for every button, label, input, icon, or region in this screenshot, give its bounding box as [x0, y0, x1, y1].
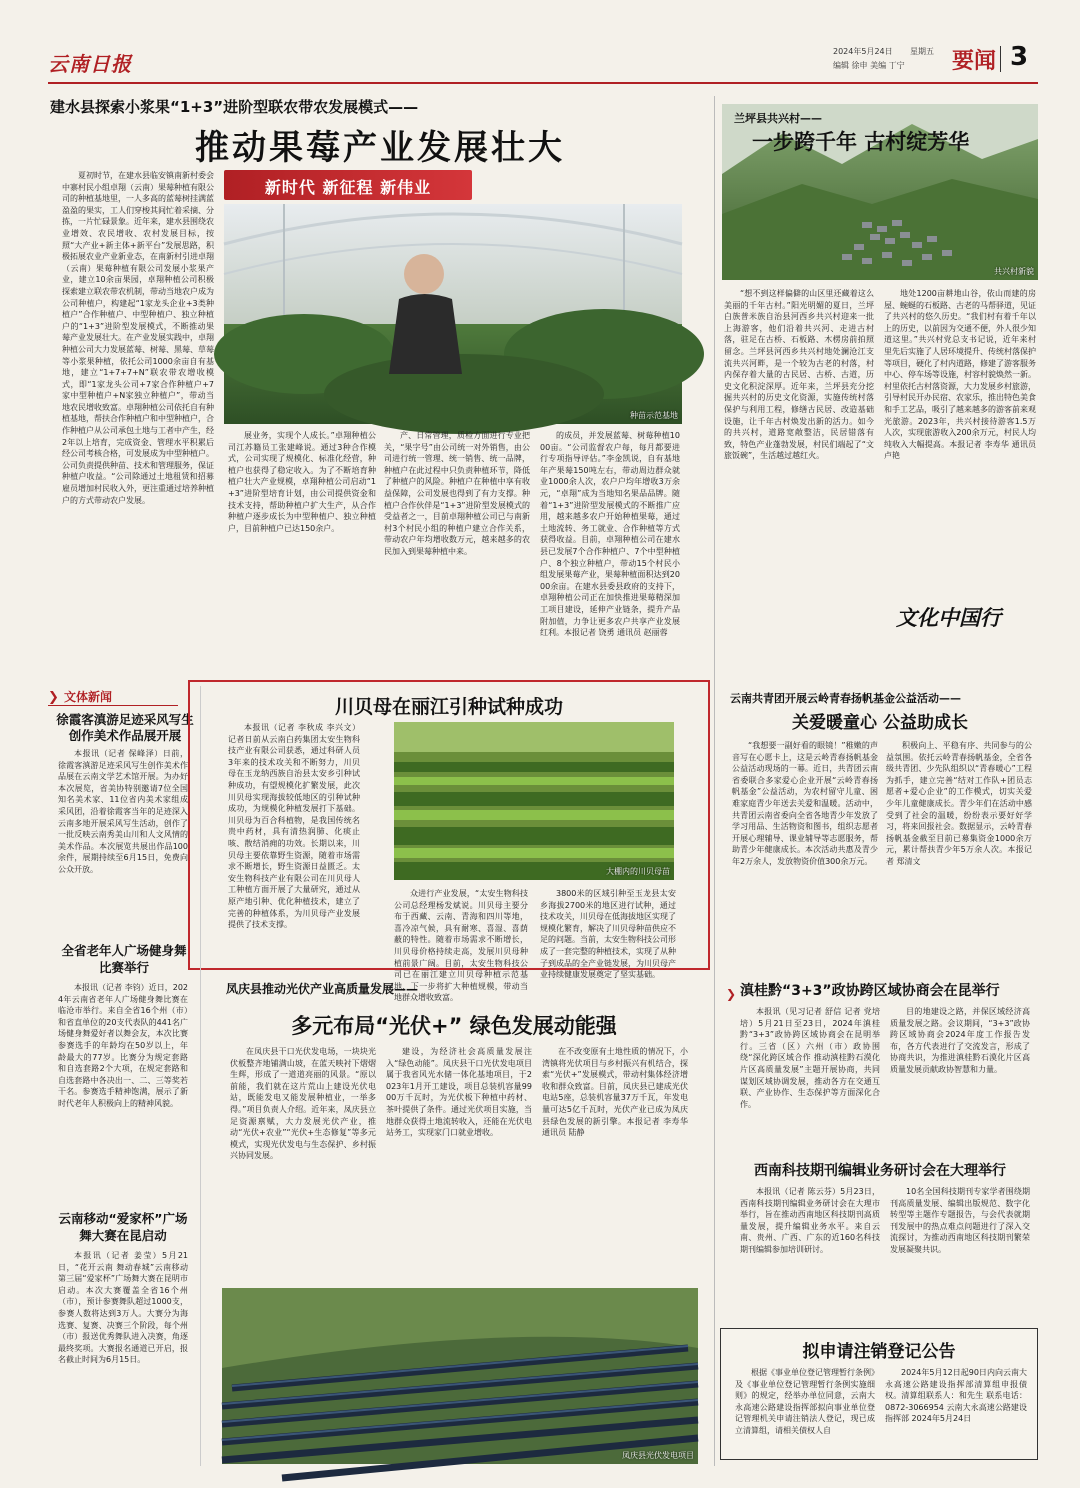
lead-text-col-4-inner — [540, 430, 680, 638]
beimu-col1-text: 本报讯（记者 李秋成 李兴文）记者日前从云南白药集团太安生物科技产业有限公司获悉，通过科研人员3年来的技术攻关和不断努力，川贝母在玉龙纳西族自治县太安乡引种试种成功，有望规模化扩繁发展，此次川贝母实现海拔较低地区的引种试种成功，为规模化种植发展打下基础。川贝母为百合科植物，是我国传统名贵中药材，具有清热润肺、化痰止咳、散结消痈的功效。长期以来，川贝母主要依靠野生资源，随着市场需求不断增长，野生资源日益匮乏。太安生物科技产业有限公司在川贝母人工种植方面开展了大量研究，通过从原产地引种、优化种植技术，建立了完善的种植体系，为川贝母产业发展提供了技术支撑。 — [228, 723, 360, 930]
notice-text-col-1 — [735, 1367, 875, 1457]
pv-col1-text: 在凤庆县干口光伏发电场，一块块光伏板整齐地铺满山坡，在蓝天映衬下熠熠生辉，形成了一道道亮丽的风景。“原以前能，我们就在这片荒山上建设光伏电站，既能发电又能发展种植业，一举多得。”项目负责人介绍。近年来，凤庆县立足资源禀赋，大力发展光伏产业，推动“光伏+农业”“光伏+生态修复”等多元模式，实现光伏发电与生态保护、乡村振兴协同发展。 — [230, 1047, 376, 1161]
seedling-illustration — [394, 722, 674, 880]
notice-col2-text: 2024年5月12日起90日内向云南大永高速公路建设指挥部清算组申报债权。清算组联系人：和先生 联系电话：0872-3066954 云南大永高速公路建设指挥部 2024年5月24日 — [885, 1368, 1027, 1424]
consult-col1-text: 本报讯（见习记者 舒信 记者 党培培）5月21日至23日，2024年滇桂黔“3+3”政协跨区域协商会在昆明举行。三省（区）六州（市）政协围绕“深化跨区域合作 推动滇桂黔石漠化片区高质量发展”主题开展协商，共同谋划区域协调发展，推动各方在交通互联、产业协作、生态保护等方面深化合作。 — [740, 1007, 880, 1109]
journal-text-col-1 — [740, 1186, 880, 1306]
page-number: 3 — [1010, 42, 1029, 72]
seedling-photo — [394, 722, 674, 880]
chevron-right-icon: ❯ — [48, 690, 59, 705]
beimu-text-col-3 — [540, 888, 676, 980]
lead-banner — [224, 170, 472, 200]
culture-story1 — [58, 748, 188, 930]
masthead-divider — [1000, 46, 1001, 72]
greenhouse-photo-caption: 种苗示范基地 — [630, 411, 678, 420]
lead-col1-text: 夏初时节，在建水县临安镇南新村委会中寨村民小组卓翔（云南）果莓种植有限公司的种植基地里，一人多高的蓝莓树挂满蓝盈盈的果实，工人们穿梭其间忙着采摘、分拣，一片忙碌景象。近年来，建水县围绕农业增效、农民增收、农村发展目标，按照“大产业+新主体+新平台”发展思路，积极拓展农业产业新业态，在南新村引进卓翔（云南）果莓种植有限公司发展小浆果产业，建立10余亩果园，卓翔种植公司积极探索建立联农带农机制，带动当地农户成为公司种植户，构建起“1家龙头企业+3类种植户”合作种植户、中型种植户、独立种植户的“1+3”进阶型发展模式，不断推动果莓产业发展壮大。在产业发展实践中，卓翔种植公司大力发展蓝莓、树莓、黑莓、草莓等小浆果种植，依托公司1000余亩自有基地，建立“1+7+7+N”联农带农增收模式，即“1家龙头公司+7家合作种植户+7家中型种植户+N家独立种植户”，带动当地农民增收致富。卓翔种植公司依托自有种植基地，帮扶合作种植户和中型种植户，合作种植户从公司承包土地与工者中产生，经2年以上培育，完成资金、管理水平积累后经公司考核合格，可发展成为中型种植户。公司负责提供种苗、技术和管理服务，保证种植户收益。“公司除通过土地租赁和招募雇员增加村民收入外，更注重通过培养种植户的方式带动农户发展。 — [62, 171, 214, 505]
culture-story3-text: 本报讯（记者 姜莹）5月21日，“花开云南 舞动春城”云南移动第三届“爱家杯”广场舞大赛在昆明市启动。本次大赛覆盖全省16个州（市），预计参赛舞队超过1000支，参赛人数将达到3万人。大赛分为海选赛、复赛、决赛三个阶段，每个州（市）报送优秀舞队进入决赛，角逐最终奖项。大赛报名通道已开启，报名截止时间为6月15日。 — [58, 1251, 188, 1365]
beimu-col3-text: 3800米的区域引种至玉龙县太安乡海拔2700米的地区进行试种，通过技术攻关，川贝母在低海拔地区实现了规模化繁育，解决了川贝母种苗供应不足的问题。当前，太安生物科技公司形成了一套完整的种植技术，实现了从种子到成品的全产业链发展，为川贝母产业持续健康发展奠定了坚实基础。 — [540, 889, 676, 980]
culture-story3 — [58, 1250, 188, 1450]
issue-date: 2024年5月24日 — [833, 47, 893, 56]
solar-photo-caption: 凤庆县光伏发电项目 — [622, 1451, 694, 1460]
beimu-headline: 川贝母在丽江引种试种成功 — [334, 696, 563, 718]
culture-section-title: 文体新闻 — [64, 690, 113, 704]
notice-headline: 拟申请注销登记公告 — [802, 1342, 956, 1362]
beimu-col2-text: 众进行产业发展，“太安生物科技公司总经理杨发斌说。川贝母主要分布于西藏、云南、青海和四川等地，喜冷凉气候，具有耐寒、喜湿、喜荫蔽的特性。随着市场需求不断增长，川贝母价格持续走高，发展川贝母种植前景广阔。目前，太安生物科技公司已在丽江建立川贝母种植示范基地，下一步将扩大种植规模，带动当地群众增收致富。 — [394, 889, 528, 1003]
culture-tour-logo: 文化中国行 — [896, 605, 1001, 630]
pv-kicker: 凤庆县推动光伏产业高质量发展—— — [226, 982, 419, 996]
pv-text-col-2 — [386, 1046, 532, 1278]
page-editors: 编辑 徐申 美编 丁宁 — [833, 61, 905, 70]
section-title: 要闻 — [952, 49, 997, 74]
lead-banner-text: 新时代 新征程 新伟业 — [264, 178, 432, 197]
village-col1-text: “想不到这样偏僻的山区里还藏着这么美丽的千年古村。”阳光明媚的夏日，兰坪白族普米族自治县河西乡共兴村迎来一批上海游客，他们沿着共兴河、走进古村落，驻足在古桥、石板路、木楞房前拍照留念。兰坪县河西乡共兴村地处澜沧江支流共兴河畔，是一个较为古老的村落，村内保存着大量的古民居、古桥、古道，历史文化积淀深厚。近年来，兰坪县充分挖掘共兴村的历史文化资源，实施传统村落保护与利用工程，修缮古民居、改造基础设施，让千年古村焕发出新的活力。如今的共兴村，道路宽敞整洁，民居错落有致，特色产业蓬勃发展，村民们端起了“文旅饭碗”，生活越过越红火。 — [724, 289, 874, 461]
village-col2-text: 地处1200亩耕地山谷，依山而建的房屋、蜿蜒的石板路、古老的马帮驿道，见证了共兴村的悠久历史。“我们村有着千年以上的历史，以前因为交通不便，外人很少知道这里。”共兴村党总支书记说，近年来村里先后实施了人居环境提升、传统村落保护等项目，硬化了村内道路，修建了游客服务中心、停车场等设施，村容村貌焕然一新。村里依托古村落资源，大力发展乡村旅游，引导村民开办民宿、农家乐，推出特色美食和手工艺品，吸引了越来越多的游客前来观光旅游。2023年，共兴村接待游客1.5万人次，实现旅游收入200余万元，村民人均纯收入大幅提高。本报记者 李寿华 通讯员 卢艳 — [884, 289, 1036, 461]
village-photo-caption: 共兴村新貌 — [994, 267, 1034, 276]
journal-headline: 西南科技期刊编辑业务研讨会在大理举行 — [754, 1163, 1006, 1179]
pv-col2-text: 建设，为经济社会高质量发展注入“绿色动能”。凤庆县干口光伏发电项目属于我省风光水储一体化基地项目，于2023年1月开工建设，项目总装机容量9900万千瓦时，为光伏板下种植中药材、茶叶提供了条件。通过光伏项目实施，当地群众获得土地流转收入，还能在光伏电站务工，实现家门口就业增收。 — [386, 1047, 532, 1138]
village-kicker: 兰坪县共兴村—— — [734, 112, 822, 125]
notice-text-col-2 — [885, 1367, 1027, 1457]
youth-col2-text: 积极向上、平稳有序、共同参与的公益氛围。依托云岭青春扬帆基金，全省各级共青团、少先队组织以“青春暖心”工程为抓手，建立完善“结对工作队+团员志愿者+爱心企业”的工作模式，切实关爱少年儿童健康成长。青少年们在活动中感受到了社会的温暖，纷纷表示要好好学习，将来回报社会。数据显示，云岭青春扬帆基金截至目前已募集资金1000余万元，累计帮扶青少年5万余人次。本报记者 郑清文 — [886, 741, 1032, 866]
lead-col3-text: 产、日常管理，质检方面进行专业把关，“果字号”由公司统一对外销售，由公司进行统一管理、统一销售、统一品牌，种植户在此过程中只负责种植环节，降低了种植户的风险。种植户在种植中享有收益保障，公司发展也得到了有力支撑。种植户合作伙伴是“1+3”进阶型发展模式的受益者之一，目前卓翔种植公司已与南新村3个村民小组的种植户建立合作关系，带动农户年均增收数万元，越来越多的农民加入到果莓种植中来。 — [384, 431, 530, 556]
pv-headline: 多元布局“光伏+” 绿色发展动能强 — [291, 1014, 617, 1038]
beimu-text-col-2 — [394, 888, 528, 1003]
lead-col4-text: 的成员，并发展蓝莓、树莓种植1000亩。“公司监督农户每，每月都要进行专项指导评估。”李金凯说，自有基地年产果莓150吨左右，带动周边群众就业1000余人次，农户户均年增收3万余元，“卓翔”成为当地知名果品品牌。随着“1+3”进阶型发展模式的不断推广应用，越来越多农户开始种植果莓，通过土地流转、务工就业、合作种植等方式获得收益。目前，卓翔种植公司在建水县已发展7个合作种植户、7个中型种植户、8个独立种植户，带动15个村民小组发展果莓产业，果莓种植面积达到2000余亩。在建水县委县政府的支持下，卓翔种植公司正在加快推进果莓精深加工项目建设，延伸产业链条，提升产品附加值，力争让更多农户共享产业发展红利。本报记者 饶勇 通讯员 赵丽蓉 — [540, 431, 680, 638]
lead-col2-text: 展业务，实现个人成长。”卓翔种植公司江苏籍员工张建峰说。通过3种合作模式，公司实现了规模化、标准化经营，种植户也获得了稳定收入。为了不断培育种植户壮大产业规模，卓翔种植公司启动“1+3”进阶型培育计划，由公司提供资金和技术支持，帮助种植户扩大生产，从合作种植户逐步成长为中型种植户、独立种植户，目前种植户已达150余户。 — [228, 431, 376, 533]
culture-section-rule — [48, 705, 178, 706]
culture-section-label — [48, 686, 198, 704]
culture-story1-headline: 徐霞客滇游足迹采风写生创作美术作品展开展 — [56, 712, 194, 743]
village-text-col-2 — [884, 288, 1036, 588]
youth-text-col-2 — [886, 740, 1032, 962]
journal-col1-text: 本报讯（记者 陈云芬）5月23日，西南科技期刊编辑业务研讨会在大理市举行，旨在推动西南地区科技期刊高质量发展，提升编辑业务水平。来自云南、贵州、广西、广东的近160名科技期刊编辑参加培训研讨。 — [740, 1187, 880, 1254]
village-photo — [722, 104, 1038, 280]
culture-story2 — [58, 982, 188, 1200]
youth-col1-text: “我想要一副好看的眼镜！”稚嫩的声音写在心愿卡上，这是云岭青春扬帆基金公益活动现场的一幕。近日，共青团云南省委联合多家爱心企业开展“云岭青春扬帆基金”公益活动，为农村留守儿童、困难家庭青少年送去关爱和温暖。活动中，共青团云南省委向全省各地青少年发放了学习用品、生活物资和图书，组织志愿者开展心理辅导、课业辅导等志愿服务，帮助青少年健康成长。本次活动共惠及青少年2万余人，发放物资价值300余万元。 — [732, 741, 878, 866]
culture-story2-headline: 全省老年人广场健身舞比赛举行 — [61, 943, 187, 975]
village-headline: 一步跨千年 古村绽芳华 — [752, 130, 970, 154]
youth-text-col-1 — [732, 740, 878, 962]
consult-headline-marker — [726, 983, 736, 1002]
masthead — [48, 38, 1038, 84]
lead-text-col-1 — [62, 170, 214, 590]
lead-kicker: 建水县探索小浆果“1+3”进阶型联农带农发展模式—— — [50, 98, 419, 116]
issue-weekday: 星期五 — [910, 47, 934, 56]
lead-text-col-2 — [228, 430, 376, 590]
notice-col1-text: 根据《事业单位登记管理暂行条例》及《事业单位登记管理暂行条例实施细则》的规定，经举办单位同意，云南大永高速公路建设指挥部拟向事业单位登记管理机关申请注销法人登记，现已成立清算组，请相关债权人自 — [735, 1368, 875, 1435]
consult-col2-text: 目的地建设之路，并保区域经济高质量发展之路。会议期间，“3+3”政协跨区域协商会2024年度工作报告发布，各方代表进行了交流发言，形成了协商共识，为推进滇桂黔石漠化片区高质量发展贡献政协智慧和力量。 — [890, 1007, 1030, 1074]
culture-story1-text: 本报讯（记者 保峰泽）日前，徐霞客滇游足迹采风写生创作美术作品展在云南文学艺术馆开展。为办好本次展览，省美协特别邀请7位全国知名美术家、11位省内美术家组成采风团，沿着徐霞客当年的足迹深入云南多地开展采风写生活动，创作了一批反映云南秀美山川和人文风情的美术作品。本次展览共展出作品100余件，展期持续至6月15日，免费向公众开放。 — [58, 749, 188, 874]
seedling-photo-caption: 大棚内的川贝母苗 — [606, 867, 670, 876]
consult-headline: 滇桂黔“3+3”政协跨区域协商会在昆举行 — [740, 983, 1000, 999]
village-text-col-1 — [724, 288, 874, 668]
lead-text-col-3 — [384, 430, 530, 590]
paper-logo: 云南日报 — [48, 52, 132, 76]
consult-text-col-1 — [740, 1006, 880, 1152]
notice-box — [720, 1328, 1038, 1460]
chevron-right-icon: ❯ — [726, 987, 737, 1001]
column-separator — [714, 96, 715, 1466]
solar-panel-photo — [222, 1288, 698, 1464]
column-separator — [200, 686, 201, 1466]
lead-headline: 推动果莓产业发展壮大 — [195, 128, 565, 168]
beimu-text-col-1 — [228, 722, 360, 962]
journal-col2-text: 10名全国科技期刊专家学者围绕期刊高质量发展、编辑出版规范、数字化转型等主题作专题报告，与会代表就期刊发展中的热点难点问题进行了深入交流探讨，为推动西南地区科技期刊繁荣发展凝聚共识。 — [890, 1187, 1030, 1254]
youth-kicker: 云南共青团开展云岭青春扬帆基金公益活动—— — [730, 692, 961, 705]
pv-text-col-3 — [542, 1046, 688, 1278]
youth-headline: 关爱暖童心 公益助成长 — [792, 713, 968, 733]
pv-text-col-1 — [230, 1046, 376, 1278]
masthead-rule — [48, 82, 1038, 84]
culture-story2-text: 本报讯（记者 李钧）近日，2024年云南省老年人广场健身舞比赛在临沧市举行。来自全省16个州（市）和省直单位的20支代表队的441名广场健身舞爱好者以舞会友，本次比赛参赛选手的年龄均在50岁以上，年龄最大的77岁。比赛分为规定套路和自选套路2个大项，在规定套路和自选套路中各决出一、二、三等奖若干名。参赛选手精神饱满，展示了新时代老年人积极向上的精神风貌。 — [58, 983, 188, 1108]
journal-text-col-2 — [890, 1186, 1030, 1306]
pv-col3-text: 在不改变原有土地性质的情况下，小湾镇将光伏项目与乡村振兴有机结合，探索“光伏+”发展模式，带动村集体经济增收和群众致富。目前，凤庆县已建成光伏电站5座，总装机容量37万千瓦，年发电量可达5亿千瓦时，光伏产业已成为凤庆县绿色发展的新引擎。本报记者 李寿华 通讯员 陆静 — [542, 1047, 688, 1138]
culture-story3-headline: 云南移动“爱家杯”广场舞大赛在昆启动 — [58, 1211, 188, 1243]
consult-text-col-2 — [890, 1006, 1030, 1152]
solar-farm-illustration — [222, 1288, 698, 1464]
